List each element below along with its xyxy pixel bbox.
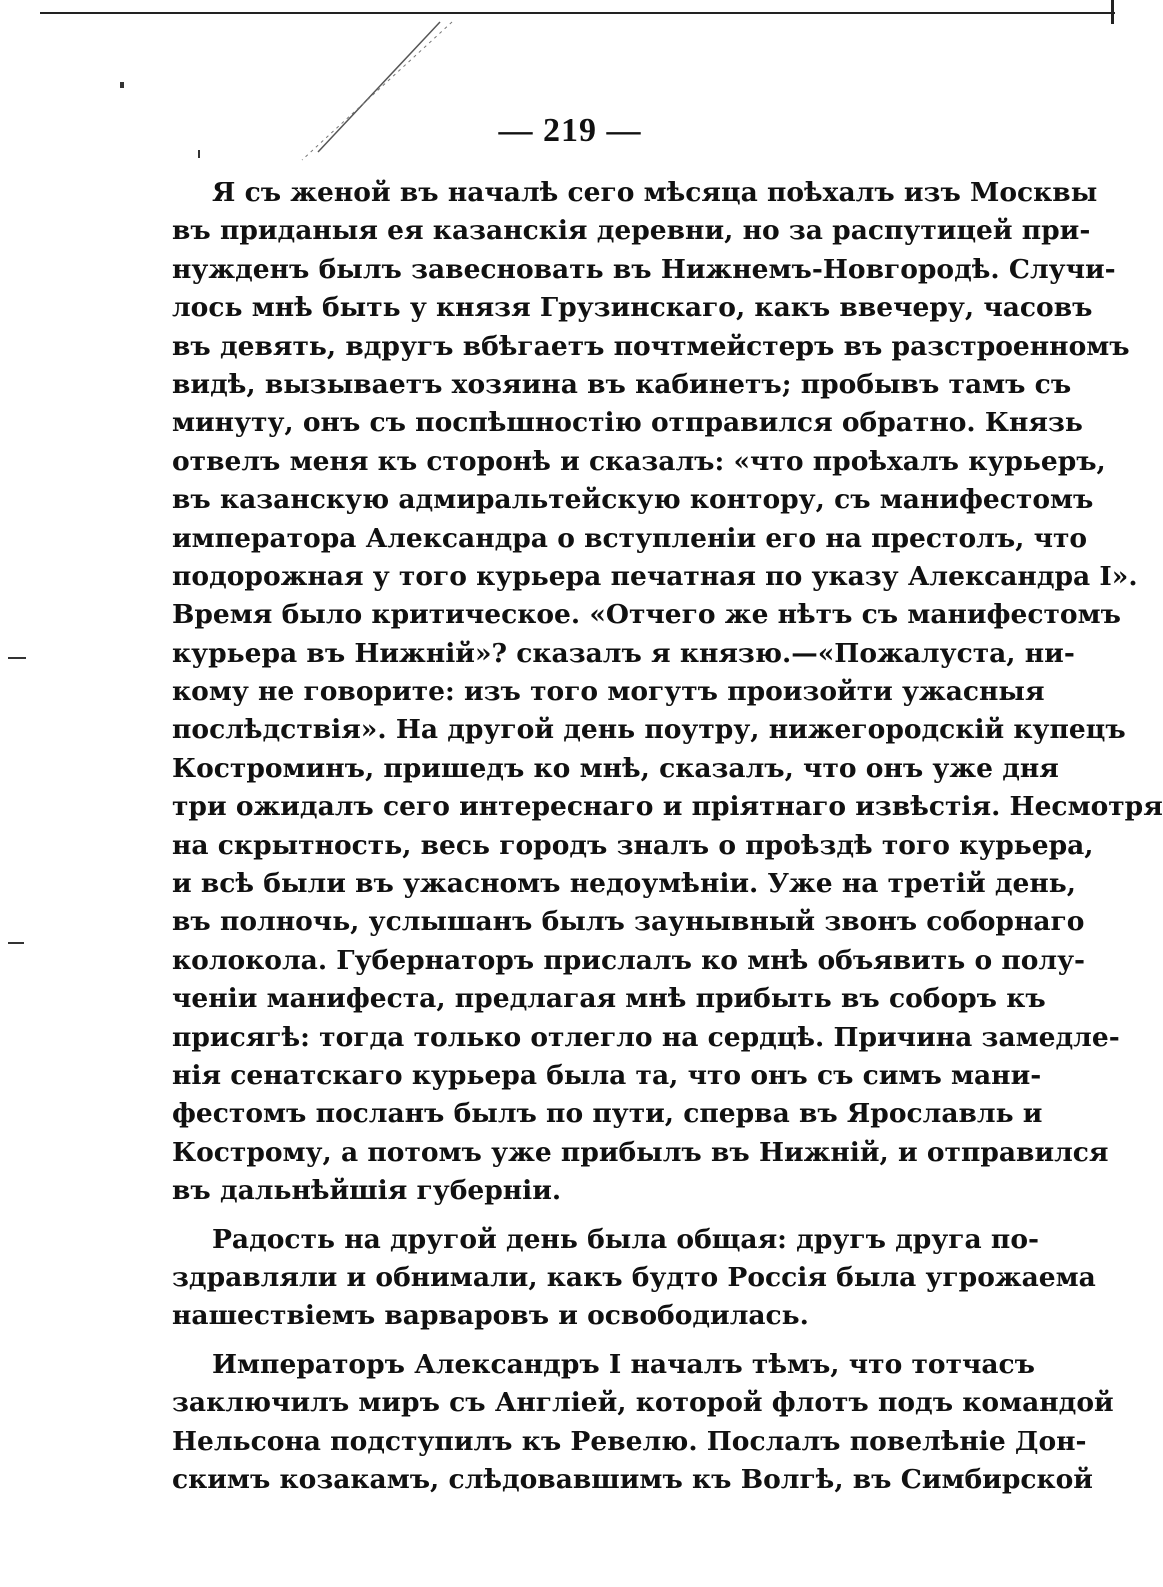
text-line: минуту, онъ съ поспѣшностію отправился обратно. Князь (172, 407, 1083, 439)
text-line: присягѣ: тогда только отлегло на сердцѣ. Причина замедле- (172, 1021, 1120, 1053)
text-line: нашествіемъ варваровъ и освободилась. (172, 1300, 809, 1332)
paragraph-3 (172, 1346, 1114, 1500)
text-line: Императоръ Александръ I началъ тѣмъ, что тотчасъ (212, 1348, 1036, 1380)
text-line: Я съ женой въ началѣ сего мѣсяца поѣхалъ изъ Москвы (212, 177, 1098, 208)
text-line: Нельсона подступилъ къ Ревелю. Послалъ повелѣніе Дон- (172, 1425, 1087, 1457)
text-line: колокола. Губернаторъ прислалъ ко мнѣ объявить о полу- (172, 944, 1086, 976)
paragraph-1 (172, 174, 1163, 1211)
text-line: скимъ козакамъ, слѣдовавшимъ къ Волгѣ, въ Симбирской (172, 1463, 1093, 1495)
text-line: въ приданыя ея казанскія деревни, но за распутицей при- (172, 215, 1091, 247)
scan-speck (8, 942, 24, 944)
scan-speck (198, 150, 200, 158)
text-line: Костроминъ, пришедъ ко мнѣ, сказалъ, что онъ уже дня (172, 752, 1059, 784)
page-number: — 219 — (498, 112, 642, 149)
text-line: Кострому, а потомъ уже прибылъ въ Нижній, и отправился (172, 1136, 1109, 1168)
scan-speck (8, 657, 26, 659)
text-line: здравляли и обнимали, какъ будто Россія была угрожаема (172, 1261, 1096, 1293)
page-body (172, 174, 1163, 1499)
text-line: подорожная у того курьера печатная по указу Александра I». (172, 560, 1138, 592)
scan-speck (120, 82, 124, 88)
text-line: три ожидалъ сего интереснаго и пріятнаго извѣстія. Несмотря (172, 791, 1163, 823)
text-line: въ девять, вдругъ вбѣгаетъ почтмейстеръ въ разстроенномъ (172, 330, 1130, 362)
text-line: Время было критическое. «Отчего же нѣтъ съ манифестомъ (172, 599, 1121, 631)
text-line: кому не говорите: изъ того могутъ произойти ужасныя (172, 676, 1045, 708)
text-line: лось мнѣ быть у князя Грузинскаго, какъ ввечеру, часовъ (172, 292, 1093, 324)
text-line: императора Александра о вступленіи его на престолъ, что (172, 522, 1088, 554)
text-line: фестомъ посланъ былъ по пути, сперва въ Ярославль и (172, 1098, 1043, 1130)
text-line: отвелъ меня къ сторонѣ и сказалъ: «что проѣхалъ курьеръ, (172, 445, 1106, 477)
text-line: видѣ, вызываетъ хозяина въ кабинетъ; пробывъ тамъ съ (172, 368, 1072, 400)
scan-artifact-stroke (0, 0, 1140, 200)
text-line: нужденъ былъ завесновать въ Нижнемъ-Новгородѣ. Случи- (172, 253, 1116, 285)
text-line: въ казанскую адмиральтейскую контору, съ манифестомъ (172, 484, 1094, 516)
text-line: курьера въ Нижній»? сказалъ я князю.—«Пожалуста, ни- (172, 637, 1075, 669)
paragraph-2 (172, 1221, 1096, 1336)
text-line: нія сенатскаго курьера была та, что онъ съ симъ мани- (172, 1059, 1042, 1091)
text-line: на скрытность, весь городъ зналъ о проѣздѣ того курьера, (172, 829, 1094, 861)
text-line: и всѣ были въ ужасномъ недоумѣніи. Уже на третій день, (172, 868, 1076, 900)
text-line: въ полночь, услышанъ былъ заунывный звонъ соборнаго (172, 906, 1085, 938)
text-line: заключилъ миръ съ Англіей, которой флотъ подъ командой (172, 1387, 1114, 1419)
text-line: послѣдствія». На другой день поутру, нижегородскій купецъ (172, 714, 1126, 746)
text-line: въ дальнѣйшія губерніи. (172, 1175, 562, 1207)
text-line: Радость на другой день была общая: другъ друга по- (212, 1223, 1039, 1255)
text-line: ченіи манифеста, предлагая мнѣ прибыть въ соборъ къ (172, 983, 1046, 1015)
